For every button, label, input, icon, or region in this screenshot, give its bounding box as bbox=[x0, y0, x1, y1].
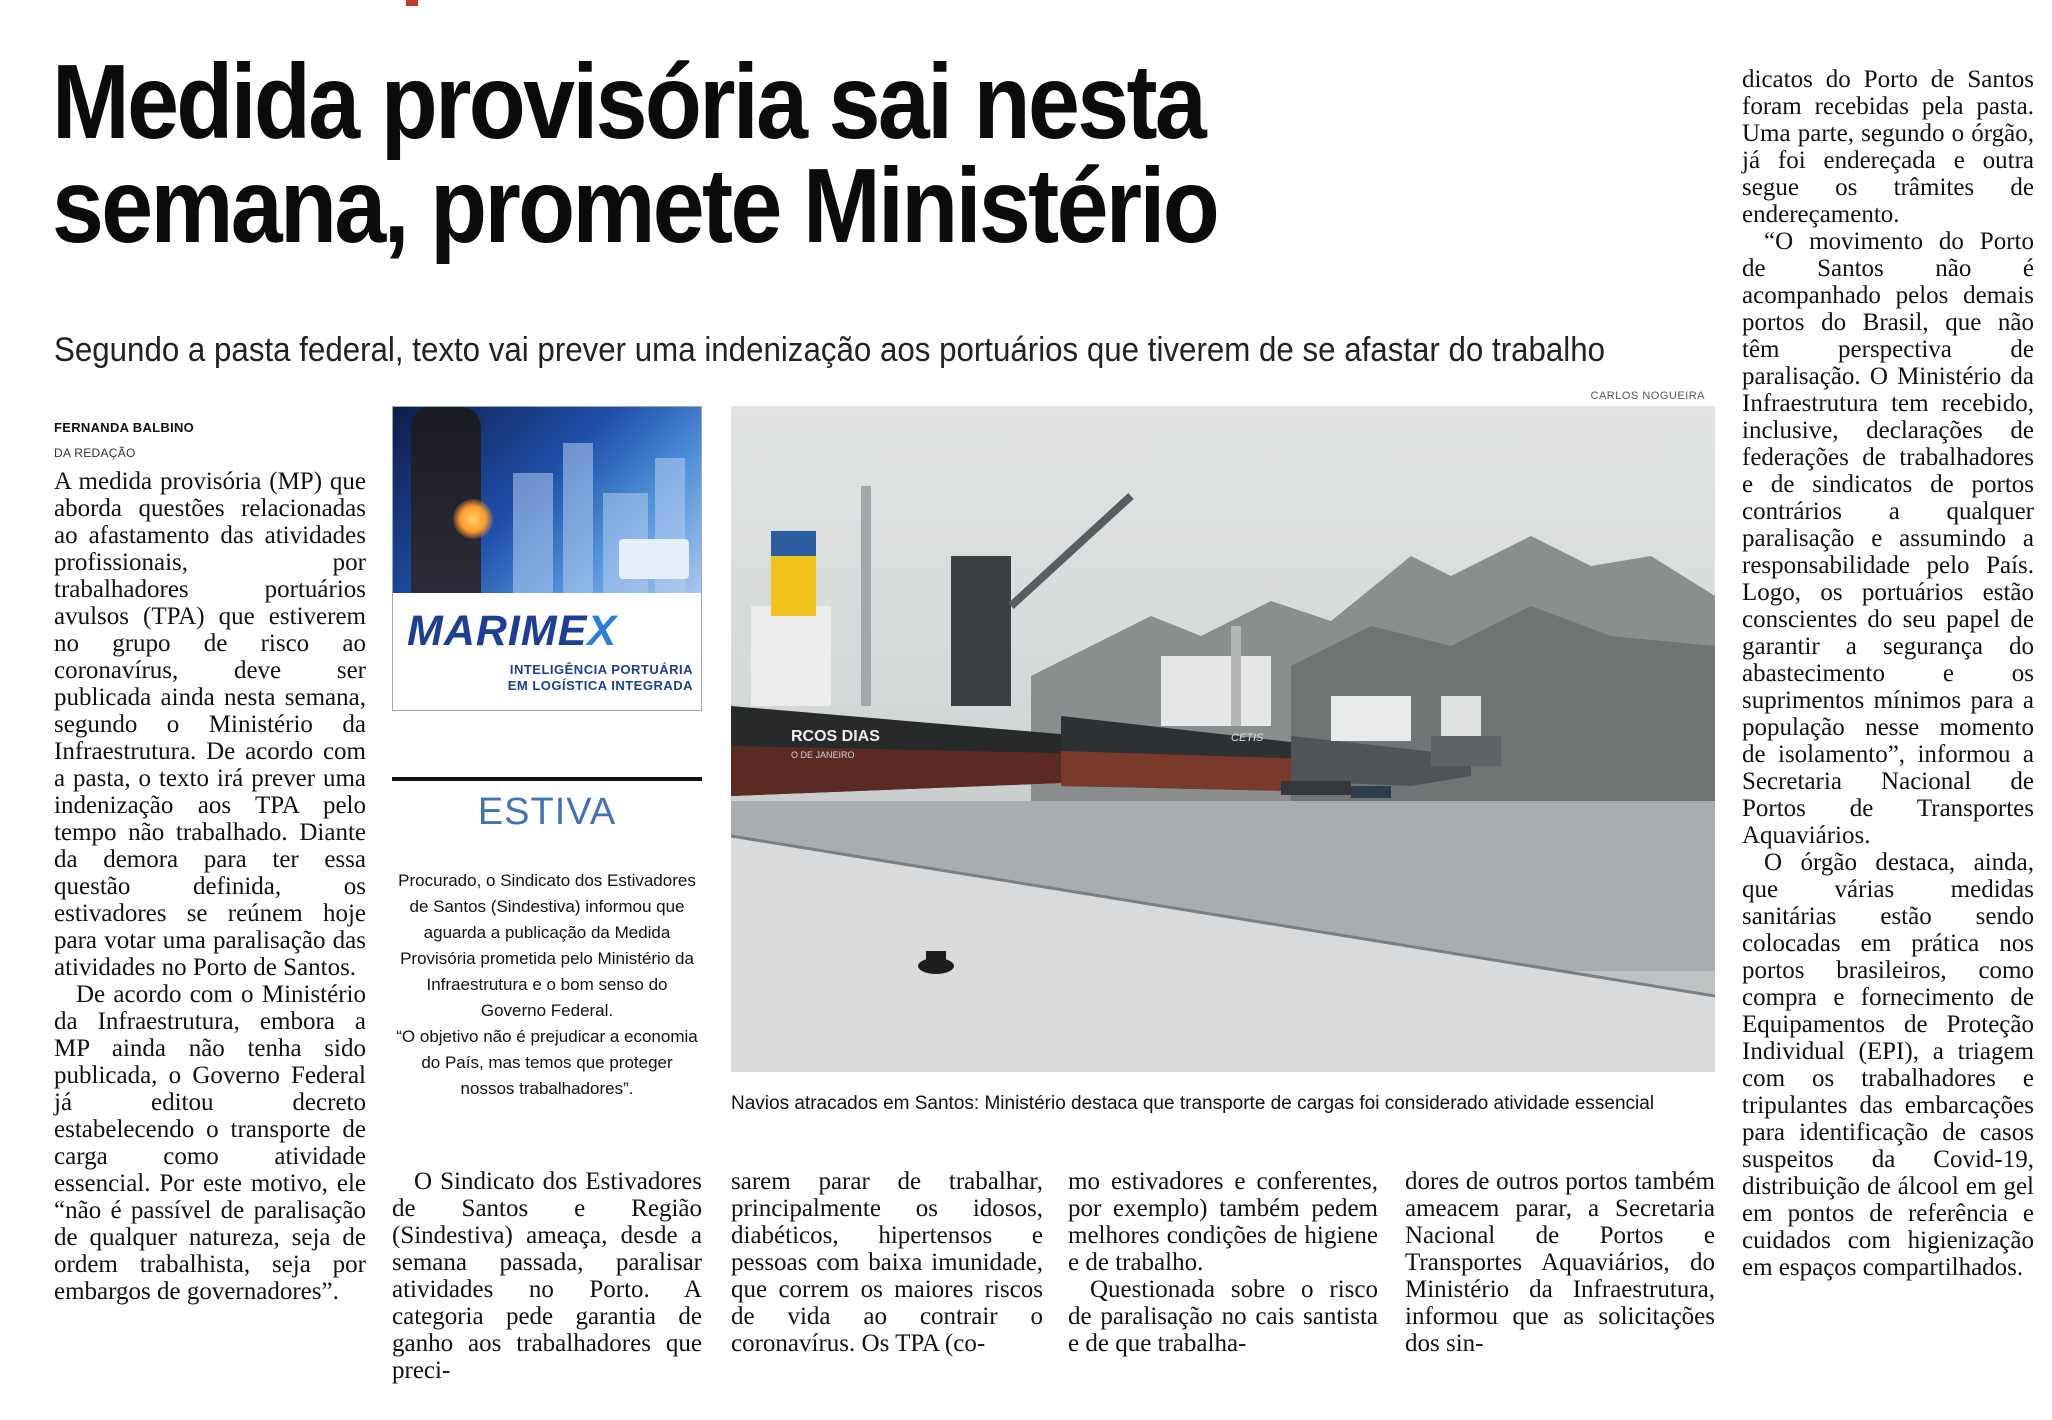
sidebar-text: Procurado, o Sindicato dos Estivadores de Santos (Sindestiva) informou que aguarda a publicação da Medida Provisória prometida pelo Ministério da Infraestrutura e o bom senso do Governo Federal. bbox=[398, 871, 696, 1020]
truck-icon bbox=[619, 539, 689, 579]
article-column-4 bbox=[1068, 1168, 1378, 1357]
article-column-3 bbox=[731, 1168, 1043, 1357]
headline: Medida provisória sai nesta semana, promete Ministério bbox=[52, 43, 1218, 265]
marimex-logo: MARIMEX bbox=[407, 607, 618, 655]
ship-4-hull bbox=[1431, 736, 1501, 766]
sidebar-top-rule bbox=[392, 777, 702, 781]
crane bbox=[1011, 496, 1131, 606]
ship-port-1: O DE JANEIRO bbox=[791, 750, 855, 760]
ships-illustration bbox=[731, 406, 1715, 1072]
sidebar-body bbox=[396, 868, 698, 1102]
photo-caption: Navios atracados em Santos: Ministério destaca que transporte de cargas foi considerado atividade essencial bbox=[731, 1093, 1655, 1114]
subtitle: Segundo a pasta federal, texto vai prever uma indenização aos portuários que tiverem de se afastar do trabalho bbox=[54, 331, 1606, 369]
ship-1-funnel bbox=[771, 546, 816, 616]
col5-paragraph: dores de outros portos também ameacem parar, a Secretaria Nacional de Portos e Transportes Aquaviários, do Ministério da Infraestrutura, informou que as solicitações dos sin- bbox=[1405, 1168, 1715, 1357]
ad-photo bbox=[393, 407, 702, 593]
ship-2-bridge bbox=[1161, 656, 1271, 726]
tugboat-2 bbox=[1351, 786, 1391, 798]
ad-tagline-1: INTELIGÊNCIA PORTUÁRIA bbox=[509, 662, 693, 677]
right-paragraph-1: dicatos do Porto de Santos foram recebidas pela pasta. Uma parte, segundo o órgão, já foi endereçada e outra segue os trâmites de endereçamento. bbox=[1742, 66, 2034, 228]
ship-1-bridge bbox=[751, 606, 831, 706]
glowing-globe-icon bbox=[453, 499, 493, 539]
marimex-advertisement[interactable] bbox=[392, 406, 702, 711]
article-column-2 bbox=[392, 1168, 702, 1384]
col3-paragraph: sarem parar de trabalhar, principalmente os idosos, diabéticos, hipertensos e pessoas com baixa imunidade, que correm os maiores riscos de vida ao contrair o coronavírus. Os TPA (co- bbox=[731, 1168, 1043, 1357]
byline-desk: DA REDAÇÃO bbox=[54, 446, 136, 460]
col4-paragraph-1: mo estivadores e conferentes, por exemplo) também pedem melhores condições de higiene e de trabalho. bbox=[1068, 1168, 1378, 1276]
ship-name-1: RCOS DIAS bbox=[791, 728, 880, 745]
sidebar-title: ESTIVA bbox=[477, 791, 617, 833]
ship-name-2: CETIS bbox=[1231, 732, 1264, 744]
article-column-5 bbox=[1405, 1168, 1715, 1357]
right-paragraph-2: “O movimento do Porto de Santos não é acompanhado pelos demais portos do Brasil, que não têm perspectiva de paralisação. O Ministério da Infraestrutura tem recebido, inclusive, declarações de federações de trabalhadores e de sindicatos de portos contrários a qualquer paralisação e assumindo a responsabilidade pelo País. Logo, os portuários estão conscientes do seu papel de garantir a segurança do abastecimento e os suprimentos mínimos para a população nesse momento de isolamento”, informou a Secretaria Nacional de Portos de Transportes Aquaviários. bbox=[1742, 228, 2034, 849]
article-column-right bbox=[1742, 66, 2034, 1281]
ad-tagline-2: EM LOGÍSTICA INTEGRADA bbox=[507, 678, 693, 693]
col4-paragraph-2: Questionada sobre o risco de paralisação no cais santista e de que trabalha- bbox=[1068, 1276, 1378, 1357]
sidebar-quote: “O objetivo não é prejudicar a economia do País, mas temos que proteger nossos trabalhadores”. bbox=[396, 1027, 698, 1098]
section-accent-mark bbox=[406, 0, 418, 6]
byline-author: FERNANDA BALBINO bbox=[54, 420, 195, 435]
tugboat-1 bbox=[1281, 781, 1351, 795]
article-column-1 bbox=[54, 468, 366, 1305]
right-paragraph-3: O órgão destaca, ainda, que várias medidas sanitárias estão sendo colocadas em prática nos portos brasileiros, como compra e fornecimento de Equipamentos de Proteção Individual (EPI), a triagem com os trabalhadores e tripulantes das embarcações para identificação de casos suspeitos da Covid-19, distribuição de álcool em gel em pontos de referência e cuidados com higienização em espaços compartilhados. bbox=[1742, 849, 2034, 1281]
photo-credit: CARLOS NOGUEIRA bbox=[1590, 390, 1705, 402]
col2-paragraph: O Sindicato dos Estivadores de Santos e Região (Sindestiva) ameaça, desde a semana passada, paralisar atividades no Porto. A categoria pede garantia de ganho aos trabalhadores que preci- bbox=[392, 1168, 702, 1384]
col1-paragraph-2: De acordo com o Ministério da Infraestrutura, embora a MP ainda não tenha sido publicada, o Governo Federal já editou decreto estabelecendo o transporte de carga como atividade essencial. Por este motivo, ele “não é passível de paralisação de qualquer natureza, seja de ordem trabalhista, seja por embargos de governadores”. bbox=[54, 981, 366, 1305]
col1-paragraph-1: A medida provisória (MP) que aborda questões relacionadas ao afastamento das atividades profissionais, por trabalhadores portuários avulsos (TPA) que estiverem no grupo de risco ao coronavírus, deve ser publicada ainda nesta semana, segundo o Ministério da Infraestrutura. De acordo com a pasta, o texto irá prever uma indenização aos TPA pelo tempo não trabalhado. Diante da demora para ter essa questão definida, os estivadores se reúnem hoje para votar uma paralisação das atividades no Porto de Santos. bbox=[54, 468, 366, 981]
ship-1-mast bbox=[861, 486, 871, 706]
port-photo bbox=[731, 406, 1715, 1072]
